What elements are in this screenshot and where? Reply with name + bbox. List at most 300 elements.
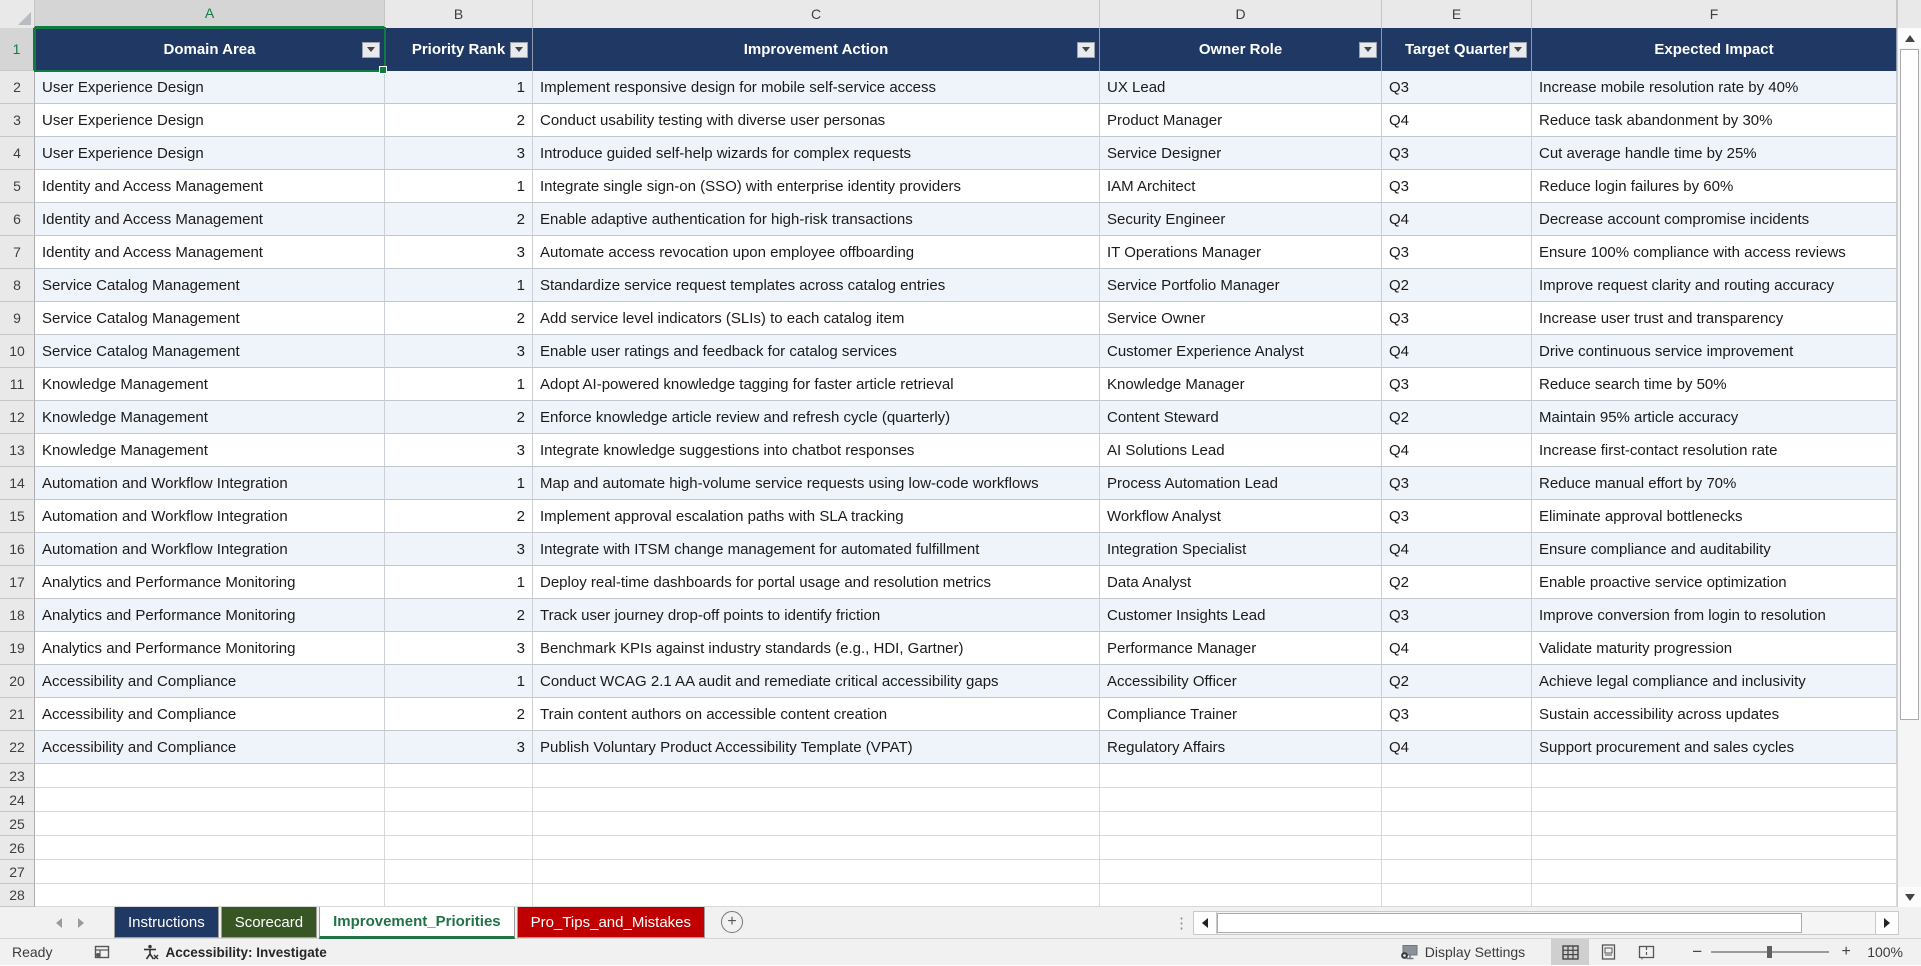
page-layout-view-button[interactable] <box>1589 939 1627 965</box>
cell[interactable]: 3 <box>385 137 533 170</box>
cell[interactable] <box>1532 836 1897 860</box>
cell[interactable]: IAM Architect <box>1100 170 1382 203</box>
cell[interactable]: Automation and Workflow Integration <box>35 500 385 533</box>
accessibility-icon <box>142 944 159 961</box>
cell[interactable]: Adopt AI-powered knowledge tagging for faster article retrieval <box>533 368 1100 401</box>
cell[interactable]: Introduce guided self-help wizards for complex requests <box>533 137 1100 170</box>
cell[interactable]: Automate access revocation upon employee offboarding <box>533 236 1100 269</box>
cell[interactable]: Improve conversion from login to resolution <box>1532 599 1897 632</box>
cell[interactable]: Product Manager <box>1100 104 1382 137</box>
cell[interactable]: Compliance Trainer <box>1100 698 1382 731</box>
macro-record-glyph <box>94 945 110 959</box>
cell[interactable]: Q4 <box>1382 731 1532 764</box>
cell[interactable] <box>1532 860 1897 884</box>
sheet-nav-right-button[interactable] <box>70 908 92 938</box>
cell[interactable]: Process Automation Lead <box>1100 467 1382 500</box>
cell[interactable]: User Experience Design <box>35 137 385 170</box>
cell[interactable] <box>533 860 1100 884</box>
cell[interactable]: Map and automate high-volume service requests using low-code workflows <box>533 467 1100 500</box>
sheet-rows <box>0 28 1897 907</box>
cell[interactable]: Conduct usability testing with diverse user personas <box>533 104 1100 137</box>
cell[interactable]: Support procurement and sales cycles <box>1532 731 1897 764</box>
cell[interactable]: 1 <box>385 665 533 698</box>
header-cell-owner-role[interactable] <box>1100 28 1382 71</box>
zoom-level[interactable]: 100% <box>1867 944 1903 960</box>
cell[interactable]: UX Lead <box>1100 71 1382 104</box>
cell[interactable] <box>1532 884 1897 907</box>
row-header-19[interactable]: 19 <box>0 632 35 665</box>
cell[interactable]: Implement approval escalation paths with SLA tracking <box>533 500 1100 533</box>
row-header-27[interactable]: 27 <box>0 860 35 884</box>
chevron-down-icon <box>1364 47 1372 52</box>
cell[interactable]: Improve request clarity and routing accuracy <box>1532 269 1897 302</box>
cell[interactable]: 3 <box>385 731 533 764</box>
cell[interactable] <box>1100 836 1382 860</box>
zoom-slider[interactable] <box>1711 945 1829 959</box>
zoom-in-button[interactable]: + <box>1841 943 1851 960</box>
select-all-triangle-icon <box>18 12 31 25</box>
cell[interactable]: Achieve legal compliance and inclusivity <box>1532 665 1897 698</box>
column-header-e[interactable]: E <box>1382 0 1532 28</box>
cell[interactable]: 1 <box>385 71 533 104</box>
cell[interactable]: Q4 <box>1382 533 1532 566</box>
cell[interactable]: Accessibility and Compliance <box>35 665 385 698</box>
cell[interactable]: Reduce search time by 50% <box>1532 368 1897 401</box>
sheet-tab-bar <box>0 907 1921 939</box>
cell[interactable] <box>35 788 385 812</box>
select-all-corner[interactable] <box>0 0 35 28</box>
cell[interactable]: Benchmark KPIs against industry standards (e.g., HDI, Gartner) <box>533 632 1100 665</box>
cell[interactable]: Customer Insights Lead <box>1100 599 1382 632</box>
arrow-right-icon <box>1884 918 1890 928</box>
cell[interactable]: 3 <box>385 434 533 467</box>
column-header-a[interactable]: A <box>35 0 385 28</box>
cell[interactable]: Increase user trust and transparency <box>1532 302 1897 335</box>
cell[interactable]: Integrate with ITSM change management for automated fulfillment <box>533 533 1100 566</box>
display-settings-button[interactable] <box>1400 944 1525 960</box>
scroll-right-button[interactable] <box>1875 912 1898 934</box>
cell[interactable]: Automation and Workflow Integration <box>35 467 385 500</box>
cell[interactable] <box>1532 812 1897 836</box>
sheet-tabs <box>114 907 707 938</box>
table-row <box>0 137 1897 170</box>
cell[interactable]: Reduce login failures by 60% <box>1532 170 1897 203</box>
table-row <box>0 170 1897 203</box>
scroll-left-button[interactable] <box>1194 912 1217 934</box>
cell[interactable]: Conduct WCAG 2.1 AA audit and remediate critical accessibility gaps <box>533 665 1100 698</box>
table-row <box>0 467 1897 500</box>
table-row <box>0 302 1897 335</box>
filter-button[interactable] <box>1077 42 1095 58</box>
cell[interactable] <box>385 812 533 836</box>
cell[interactable]: Publish Voluntary Product Accessibility Template (VPAT) <box>533 731 1100 764</box>
table-row <box>0 434 1897 467</box>
cell[interactable] <box>1382 764 1532 788</box>
cell[interactable]: Q2 <box>1382 401 1532 434</box>
row-header-5[interactable]: 5 <box>0 170 35 203</box>
row-header-18[interactable]: 18 <box>0 599 35 632</box>
chevron-down-icon <box>367 47 375 52</box>
horizontal-scroll-thumb[interactable] <box>1217 913 1802 933</box>
table-header-row <box>0 28 1897 71</box>
row-header-17[interactable]: 17 <box>0 566 35 599</box>
page-break-preview-icon <box>1638 944 1655 960</box>
row-header-9[interactable]: 9 <box>0 302 35 335</box>
cell[interactable] <box>1382 860 1532 884</box>
page-layout-icon <box>1600 944 1617 960</box>
row-header-24[interactable]: 24 <box>0 788 35 812</box>
row-header-11[interactable]: 11 <box>0 368 35 401</box>
cell[interactable]: Q2 <box>1382 566 1532 599</box>
column-header-b[interactable]: B <box>385 0 533 28</box>
header-label: Domain Area <box>163 41 256 58</box>
cell[interactable]: Q3 <box>1382 170 1532 203</box>
cell[interactable]: Reduce manual effort by 70% <box>1532 467 1897 500</box>
cell[interactable]: Identity and Access Management <box>35 236 385 269</box>
cell[interactable]: Q4 <box>1382 632 1532 665</box>
cell[interactable]: Sustain accessibility across updates <box>1532 698 1897 731</box>
cell[interactable]: Increase first-contact resolution rate <box>1532 434 1897 467</box>
row-header-12[interactable]: 12 <box>0 401 35 434</box>
cell[interactable]: 2 <box>385 500 533 533</box>
table-row <box>0 665 1897 698</box>
cell[interactable]: Security Engineer <box>1100 203 1382 236</box>
row-header-4[interactable]: 4 <box>0 137 35 170</box>
cell[interactable]: Ensure 100% compliance with access reviews <box>1532 236 1897 269</box>
cell[interactable]: Knowledge Management <box>35 368 385 401</box>
cell[interactable]: IT Operations Manager <box>1100 236 1382 269</box>
cell[interactable] <box>35 860 385 884</box>
cell[interactable]: Enforce knowledge article review and refresh cycle (quarterly) <box>533 401 1100 434</box>
cell[interactable]: 3 <box>385 533 533 566</box>
cell[interactable]: AI Solutions Lead <box>1100 434 1382 467</box>
cell[interactable] <box>1382 812 1532 836</box>
cell[interactable]: Track user journey drop-off points to identify friction <box>533 599 1100 632</box>
cell[interactable] <box>1382 884 1532 907</box>
row-header-23[interactable]: 23 <box>0 764 35 788</box>
cell[interactable]: Accessibility and Compliance <box>35 698 385 731</box>
cell[interactable]: Analytics and Performance Monitoring <box>35 632 385 665</box>
table-row <box>0 71 1897 104</box>
normal-view-icon <box>1562 945 1579 960</box>
cell[interactable]: Q3 <box>1382 500 1532 533</box>
status-bar-right <box>1400 939 1921 965</box>
cell[interactable]: Q4 <box>1382 104 1532 137</box>
cell[interactable]: 1 <box>385 269 533 302</box>
arrow-left-icon <box>1202 918 1208 928</box>
display-settings-label: Display Settings <box>1424 944 1526 960</box>
table-row <box>0 500 1897 533</box>
row-header-3[interactable]: 3 <box>0 104 35 137</box>
table-row <box>0 731 1897 764</box>
tab-splitter-handle[interactable]: ⋮ <box>1174 914 1187 932</box>
accessibility-status[interactable] <box>142 944 326 961</box>
cell[interactable] <box>1532 788 1897 812</box>
cell[interactable]: 2 <box>385 104 533 137</box>
chevron-down-icon <box>1514 47 1522 52</box>
row-header-1[interactable]: 1 <box>0 28 35 71</box>
cell[interactable] <box>35 836 385 860</box>
cell[interactable] <box>533 884 1100 907</box>
cell[interactable]: Analytics and Performance Monitoring <box>35 599 385 632</box>
header-cell-priority-rank[interactable] <box>385 28 533 71</box>
cell[interactable] <box>533 812 1100 836</box>
cell[interactable] <box>385 836 533 860</box>
arrow-down-icon <box>1905 894 1915 901</box>
cell[interactable]: Enable adaptive authentication for high-risk transactions <box>533 203 1100 236</box>
cell[interactable]: Service Owner <box>1100 302 1382 335</box>
row-header-25[interactable]: 25 <box>0 812 35 836</box>
cell[interactable]: Drive continuous service improvement <box>1532 335 1897 368</box>
cell[interactable]: Enable proactive service optimization <box>1532 566 1897 599</box>
cell[interactable] <box>533 788 1100 812</box>
cell[interactable] <box>533 764 1100 788</box>
cell[interactable] <box>1100 812 1382 836</box>
column-header-c[interactable]: C <box>533 0 1100 28</box>
cell[interactable]: User Experience Design <box>35 104 385 137</box>
cell[interactable]: Ensure compliance and auditability <box>1532 533 1897 566</box>
filter-button[interactable] <box>1359 42 1377 58</box>
header-label: Owner Role <box>1198 41 1283 58</box>
header-cell-improvement-action[interactable] <box>533 28 1100 71</box>
cell[interactable]: Q4 <box>1382 335 1532 368</box>
row-header-13[interactable]: 13 <box>0 434 35 467</box>
cell[interactable] <box>35 812 385 836</box>
sheet-tab-instructions[interactable]: Instructions <box>114 907 219 938</box>
cell[interactable]: Q3 <box>1382 71 1532 104</box>
empty-row <box>0 812 1897 836</box>
row-header-10[interactable]: 10 <box>0 335 35 368</box>
zoom-out-button[interactable]: − <box>1692 942 1703 961</box>
cell[interactable] <box>385 764 533 788</box>
cell[interactable]: 3 <box>385 236 533 269</box>
cell[interactable]: Q4 <box>1382 434 1532 467</box>
chevron-down-icon <box>515 47 523 52</box>
cell[interactable]: Validate maturity progression <box>1532 632 1897 665</box>
cell[interactable] <box>1382 788 1532 812</box>
cell[interactable]: Reduce task abandonment by 30% <box>1532 104 1897 137</box>
cell[interactable] <box>385 884 533 907</box>
cell[interactable]: Accessibility Officer <box>1100 665 1382 698</box>
display-settings-icon <box>1400 944 1419 960</box>
cell[interactable]: Content Steward <box>1100 401 1382 434</box>
normal-view-button[interactable] <box>1551 939 1589 965</box>
cell[interactable]: Performance Manager <box>1100 632 1382 665</box>
cell[interactable]: 1 <box>385 467 533 500</box>
row-header-7[interactable]: 7 <box>0 236 35 269</box>
sheet-tab-scorecard[interactable]: Scorecard <box>221 907 317 938</box>
cell[interactable]: Service Designer <box>1100 137 1382 170</box>
filter-button[interactable] <box>362 42 380 58</box>
cell[interactable]: Eliminate approval bottlenecks <box>1532 500 1897 533</box>
sheet-nav-left-button[interactable] <box>48 908 70 938</box>
vertical-scroll-track[interactable] <box>1898 48 1921 887</box>
header-label: Target Quarter <box>1404 41 1509 58</box>
cell[interactable] <box>35 884 385 907</box>
cell[interactable] <box>1100 884 1382 907</box>
header-cell-domain-area[interactable] <box>35 28 385 71</box>
chevron-right-icon <box>78 918 84 928</box>
cell[interactable] <box>35 764 385 788</box>
cell[interactable]: Analytics and Performance Monitoring <box>35 566 385 599</box>
empty-row <box>0 860 1897 884</box>
cell[interactable]: Increase mobile resolution rate by 40% <box>1532 71 1897 104</box>
cell[interactable]: User Experience Design <box>35 71 385 104</box>
table-row <box>0 368 1897 401</box>
cell[interactable] <box>1100 788 1382 812</box>
cell[interactable]: Q3 <box>1382 599 1532 632</box>
filter-button[interactable] <box>1509 42 1527 58</box>
cell[interactable]: Service Catalog Management <box>35 302 385 335</box>
cell[interactable]: Add service level indicators (SLIs) to each catalog item <box>533 302 1100 335</box>
filter-button[interactable] <box>510 42 528 58</box>
macro-record-icon[interactable] <box>94 945 110 959</box>
chevron-down-icon <box>1082 47 1090 52</box>
header-cell-target-quarter[interactable] <box>1382 28 1532 71</box>
cell[interactable]: 1 <box>385 170 533 203</box>
cell[interactable]: Q4 <box>1382 203 1532 236</box>
cell[interactable]: Q3 <box>1382 302 1532 335</box>
vertical-scroll-thumb[interactable] <box>1900 49 1919 720</box>
cell[interactable] <box>1100 764 1382 788</box>
cell[interactable]: Decrease account compromise incidents <box>1532 203 1897 236</box>
table-row <box>0 533 1897 566</box>
plus-icon: + <box>727 913 737 930</box>
vertical-scrollbar[interactable] <box>1897 28 1921 907</box>
empty-row <box>0 788 1897 812</box>
row-header-22[interactable]: 22 <box>0 731 35 764</box>
table-row <box>0 401 1897 434</box>
cell[interactable]: 3 <box>385 632 533 665</box>
chevron-left-icon <box>56 918 62 928</box>
table-row <box>0 269 1897 302</box>
table-row <box>0 236 1897 269</box>
cell[interactable]: Service Portfolio Manager <box>1100 269 1382 302</box>
row-header-16[interactable]: 16 <box>0 533 35 566</box>
cell[interactable]: 3 <box>385 335 533 368</box>
cell[interactable] <box>1532 764 1897 788</box>
cell[interactable]: Standardize service request templates across catalog entries <box>533 269 1100 302</box>
row-header-14[interactable]: 14 <box>0 467 35 500</box>
cell[interactable]: 1 <box>385 368 533 401</box>
row-header-15[interactable]: 15 <box>0 500 35 533</box>
cell[interactable] <box>385 860 533 884</box>
table-row <box>0 203 1897 236</box>
cell[interactable]: Accessibility and Compliance <box>35 731 385 764</box>
cell[interactable] <box>1382 836 1532 860</box>
table-row <box>0 698 1897 731</box>
sheet-tab-pro-tips-and-mistakes[interactable]: Pro_Tips_and_Mistakes <box>517 907 705 938</box>
column-header-strip <box>0 0 1921 28</box>
cell[interactable]: 2 <box>385 302 533 335</box>
cell[interactable]: Implement responsive design for mobile self-service access <box>533 71 1100 104</box>
cell[interactable]: Knowledge Manager <box>1100 368 1382 401</box>
cell[interactable]: Cut average handle time by 25% <box>1532 137 1897 170</box>
cell[interactable]: 2 <box>385 698 533 731</box>
cell[interactable] <box>533 836 1100 860</box>
empty-row <box>0 884 1897 907</box>
table-row <box>0 599 1897 632</box>
cell[interactable]: Deploy real-time dashboards for portal usage and resolution metrics <box>533 566 1100 599</box>
page-break-preview-button[interactable] <box>1627 939 1665 965</box>
cell[interactable]: Knowledge Management <box>35 434 385 467</box>
cell[interactable]: Data Analyst <box>1100 566 1382 599</box>
cell[interactable]: Workflow Analyst <box>1100 500 1382 533</box>
tab-bar-spacer <box>743 907 1174 938</box>
cell[interactable]: Enable user ratings and feedback for catalog services <box>533 335 1100 368</box>
header-cell-expected-impact[interactable] <box>1532 28 1897 71</box>
row-header-26[interactable]: 26 <box>0 836 35 860</box>
scroll-down-button[interactable] <box>1898 887 1921 907</box>
row-header-2[interactable]: 2 <box>0 71 35 104</box>
cell[interactable]: Service Catalog Management <box>35 269 385 302</box>
header-label: Expected Impact <box>1654 41 1774 58</box>
header-label: Priority Rank <box>411 41 506 58</box>
table-row <box>0 104 1897 137</box>
add-sheet-button[interactable] <box>721 911 743 933</box>
scroll-up-button[interactable] <box>1898 28 1921 48</box>
cell[interactable]: Integrate knowledge suggestions into chatbot responses <box>533 434 1100 467</box>
cell[interactable]: Train content authors on accessible content creation <box>533 698 1100 731</box>
zoom-slider-thumb[interactable] <box>1767 946 1772 958</box>
accessibility-label: Accessibility: Investigate <box>165 944 327 960</box>
cell[interactable]: Automation and Workflow Integration <box>35 533 385 566</box>
cell[interactable]: 1 <box>385 566 533 599</box>
status-bar <box>0 939 1921 965</box>
row-header-6[interactable]: 6 <box>0 203 35 236</box>
column-header-d[interactable]: D <box>1100 0 1382 28</box>
row-header-8[interactable]: 8 <box>0 269 35 302</box>
cell[interactable]: Integration Specialist <box>1100 533 1382 566</box>
table-row <box>0 335 1897 368</box>
cell[interactable]: Identity and Access Management <box>35 170 385 203</box>
cell[interactable]: Q3 <box>1382 467 1532 500</box>
cell[interactable]: 2 <box>385 599 533 632</box>
empty-row <box>0 836 1897 860</box>
table-row <box>0 632 1897 665</box>
row-header-20[interactable]: 20 <box>0 665 35 698</box>
cell[interactable]: Maintain 95% article accuracy <box>1532 401 1897 434</box>
cell[interactable]: Q3 <box>1382 236 1532 269</box>
cell[interactable]: Q3 <box>1382 137 1532 170</box>
cell[interactable]: 2 <box>385 401 533 434</box>
cell[interactable]: Knowledge Management <box>35 401 385 434</box>
sheet-tab-improvement-priorities[interactable]: Improvement_Priorities <box>319 907 515 939</box>
horizontal-scroll-track[interactable] <box>1802 912 1875 934</box>
table-row <box>0 566 1897 599</box>
cell[interactable]: Service Catalog Management <box>35 335 385 368</box>
cell[interactable]: Identity and Access Management <box>35 203 385 236</box>
empty-row <box>0 764 1897 788</box>
ready-status: Ready <box>12 944 53 960</box>
cell[interactable]: Q2 <box>1382 269 1532 302</box>
row-header-21[interactable]: 21 <box>0 698 35 731</box>
cell[interactable]: Integrate single sign-on (SSO) with enterprise identity providers <box>533 170 1100 203</box>
cell[interactable]: Regulatory Affairs <box>1100 731 1382 764</box>
cell[interactable]: Q3 <box>1382 698 1532 731</box>
cell[interactable]: 2 <box>385 203 533 236</box>
row-header-28[interactable]: 28 <box>0 884 35 907</box>
cell[interactable]: Q3 <box>1382 368 1532 401</box>
horizontal-scrollbar[interactable] <box>1193 911 1899 935</box>
arrow-up-icon <box>1905 35 1915 42</box>
column-header-f[interactable]: F <box>1532 0 1897 28</box>
cell[interactable] <box>385 788 533 812</box>
header-label: Improvement Action <box>743 41 889 58</box>
cell[interactable]: Customer Experience Analyst <box>1100 335 1382 368</box>
cell[interactable] <box>1100 860 1382 884</box>
cell[interactable]: Q2 <box>1382 665 1532 698</box>
